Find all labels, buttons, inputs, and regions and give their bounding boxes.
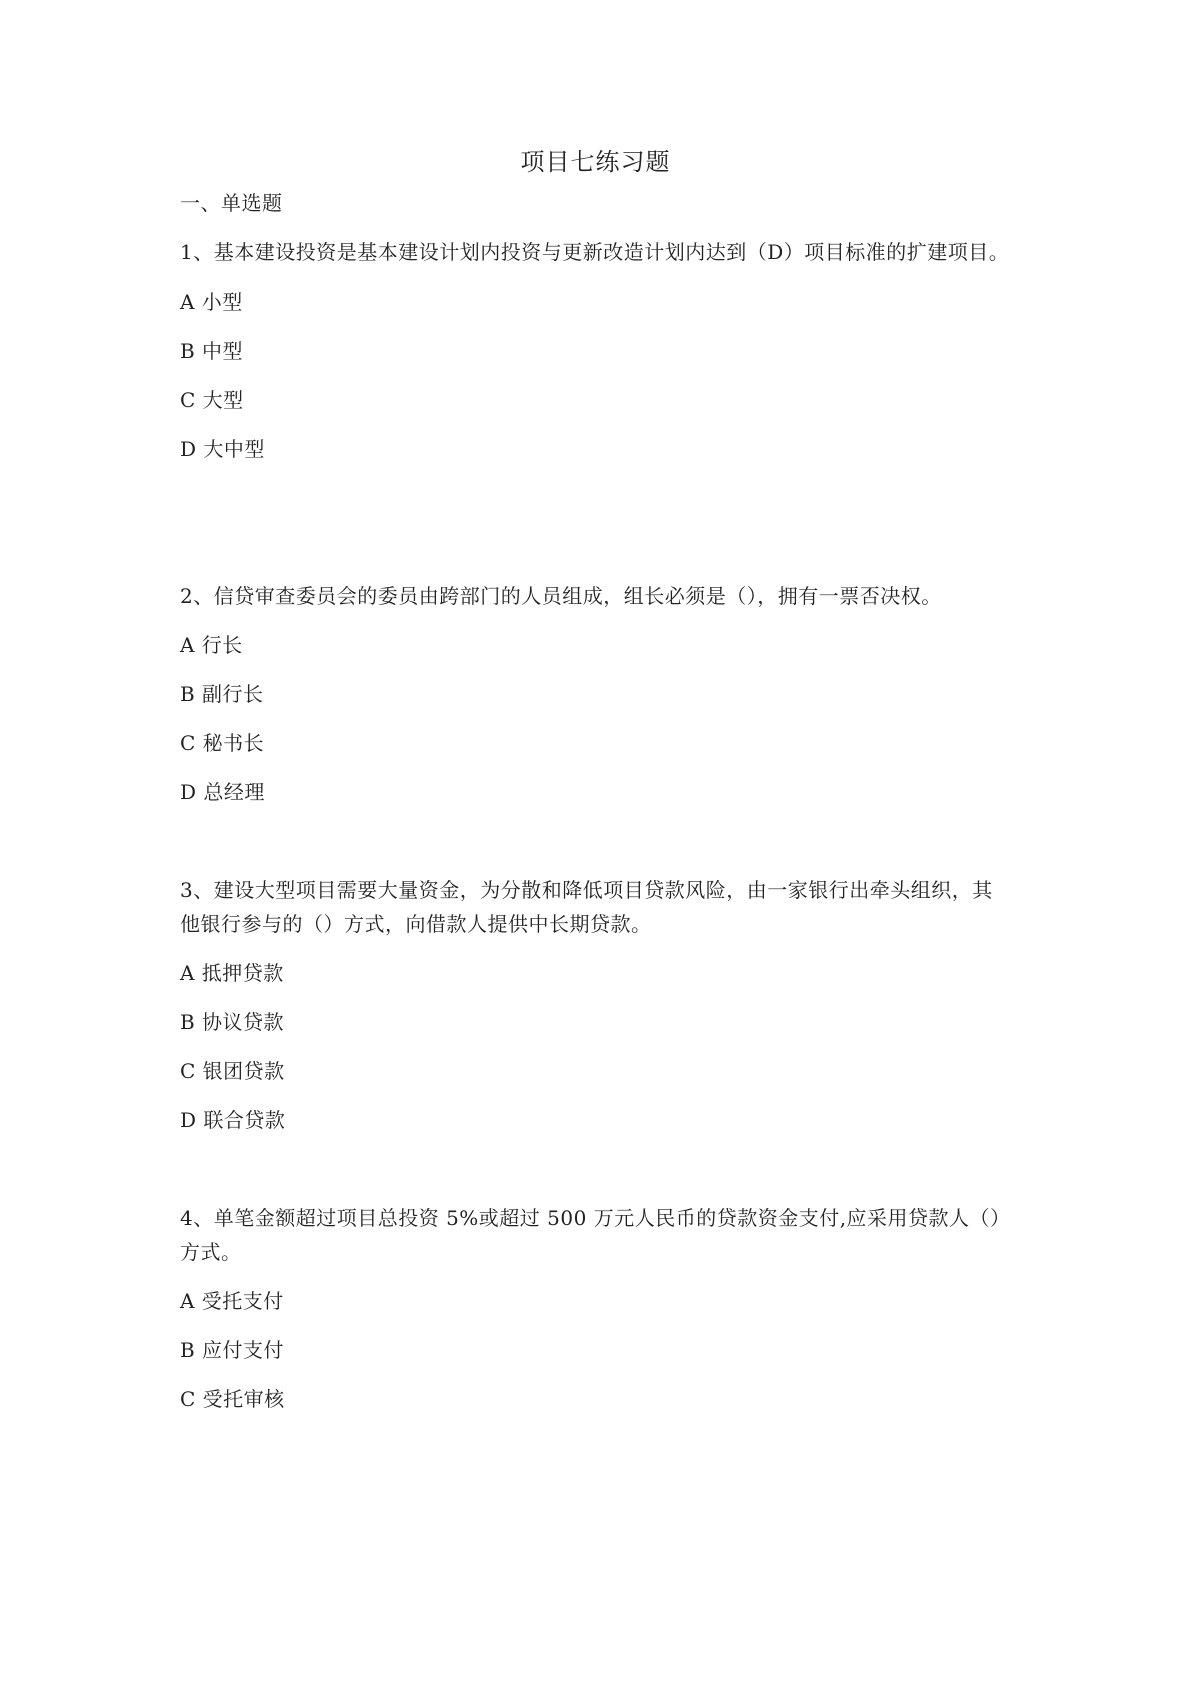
question-2-text: 2、信贷审查委员会的委员由跨部门的人员组成，组长必须是（），拥有一票否决权。 (180, 584, 942, 608)
question-1-option-c: C 大型 (180, 388, 244, 412)
question-3-option-b: B 协议贷款 (180, 1010, 285, 1034)
question-1-option-d: D 大中型 (180, 437, 265, 461)
question-1-text: 1、基本建设投资是基本建设计划内投资与更新改造计划内达到（D）项目标准的扩建项目。 (180, 240, 1010, 264)
question-2-option-d: D 总经理 (180, 780, 265, 804)
section-heading: 一、单选题 (180, 191, 283, 215)
question-4-text-line-2: 方式。 (180, 1240, 242, 1264)
question-3-text-line-2: 他银行参与的（）方式，向借款人提供中长期贷款。 (180, 912, 652, 936)
question-4-option-a: A 受托支付 (180, 1289, 284, 1313)
question-1-option-a: A 小型 (180, 290, 243, 314)
question-2-option-b: B 副行长 (180, 682, 264, 706)
question-3-text-line-1: 3、建设大型项目需要大量资金，为分散和降低项目贷款风险，由一家银行出牵头组织，其 (180, 878, 993, 902)
question-3-option-d: D 联合贷款 (180, 1108, 286, 1132)
question-4-option-b: B 应付支付 (180, 1338, 285, 1362)
question-3-option-a: A 抵押贷款 (180, 961, 284, 985)
question-2-option-c: C 秘书长 (180, 731, 265, 755)
question-2-option-a: A 行长 (180, 633, 243, 657)
document-title: 项目七练习题 (520, 148, 671, 176)
question-4-option-c: C 受托审核 (180, 1387, 285, 1411)
question-1-option-b: B 中型 (180, 339, 244, 363)
question-4-text-line-1: 4、单笔金额超过项目总投资 5%或超过 500 万元人民币的贷款资金支付,应采用贷款人（） (180, 1206, 1011, 1230)
question-3-option-c: C 银团贷款 (180, 1059, 285, 1083)
